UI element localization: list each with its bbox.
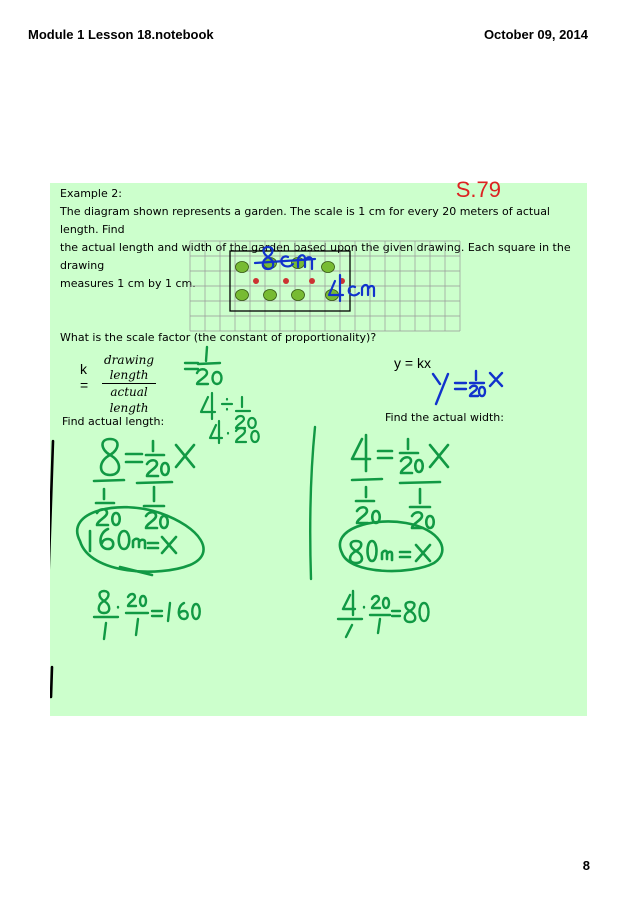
handwritten-4cm bbox=[329, 275, 374, 301]
handwritten-8cm bbox=[255, 247, 315, 269]
document-title: Module 1 Lesson 18.notebook bbox=[28, 27, 214, 42]
handwritten-work bbox=[50, 183, 587, 716]
proportional-equation: y = kx bbox=[394, 355, 431, 371]
slide-label: S.79 bbox=[455, 177, 501, 202]
handwritten-width-equation bbox=[352, 435, 448, 528]
intro-line: Example 2: bbox=[60, 187, 122, 200]
handwritten-length-calc bbox=[94, 591, 200, 639]
intro-line: measures 1 cm by 1 cm. bbox=[60, 277, 196, 290]
intro-line: The diagram shown represents a garden. The scale is 1 cm for every 20 meters of actual length. Find bbox=[60, 205, 550, 236]
intro-line: the actual length and width of the garden based upon the given drawing. Each square in the drawing bbox=[60, 241, 571, 272]
formula-numerator: drawing length bbox=[104, 353, 155, 382]
find-width-label: Find the actual width: bbox=[385, 411, 504, 424]
page-number: 8 bbox=[582, 858, 590, 873]
formula-lhs: k = bbox=[80, 361, 89, 393]
scale-factor-question: What is the scale factor (the constant of proportionality)? bbox=[60, 331, 377, 344]
handwritten-proportion bbox=[433, 371, 502, 404]
handwritten-length-answer bbox=[77, 507, 203, 575]
handwritten-length-equation bbox=[94, 439, 194, 528]
margin-mark bbox=[51, 667, 52, 697]
handwritten-k-value bbox=[185, 347, 222, 384]
handwritten-width-answer bbox=[340, 521, 442, 571]
lesson-panel bbox=[50, 177, 587, 716]
margin-mark bbox=[50, 441, 53, 591]
handwritten-division bbox=[201, 393, 259, 443]
document-date: October 09, 2014 bbox=[483, 27, 588, 42]
find-length-label: Find actual length: bbox=[62, 415, 165, 428]
divider-mark bbox=[310, 427, 315, 579]
formula-denominator: actual length bbox=[109, 385, 149, 415]
handwritten-width-calc bbox=[338, 591, 429, 637]
